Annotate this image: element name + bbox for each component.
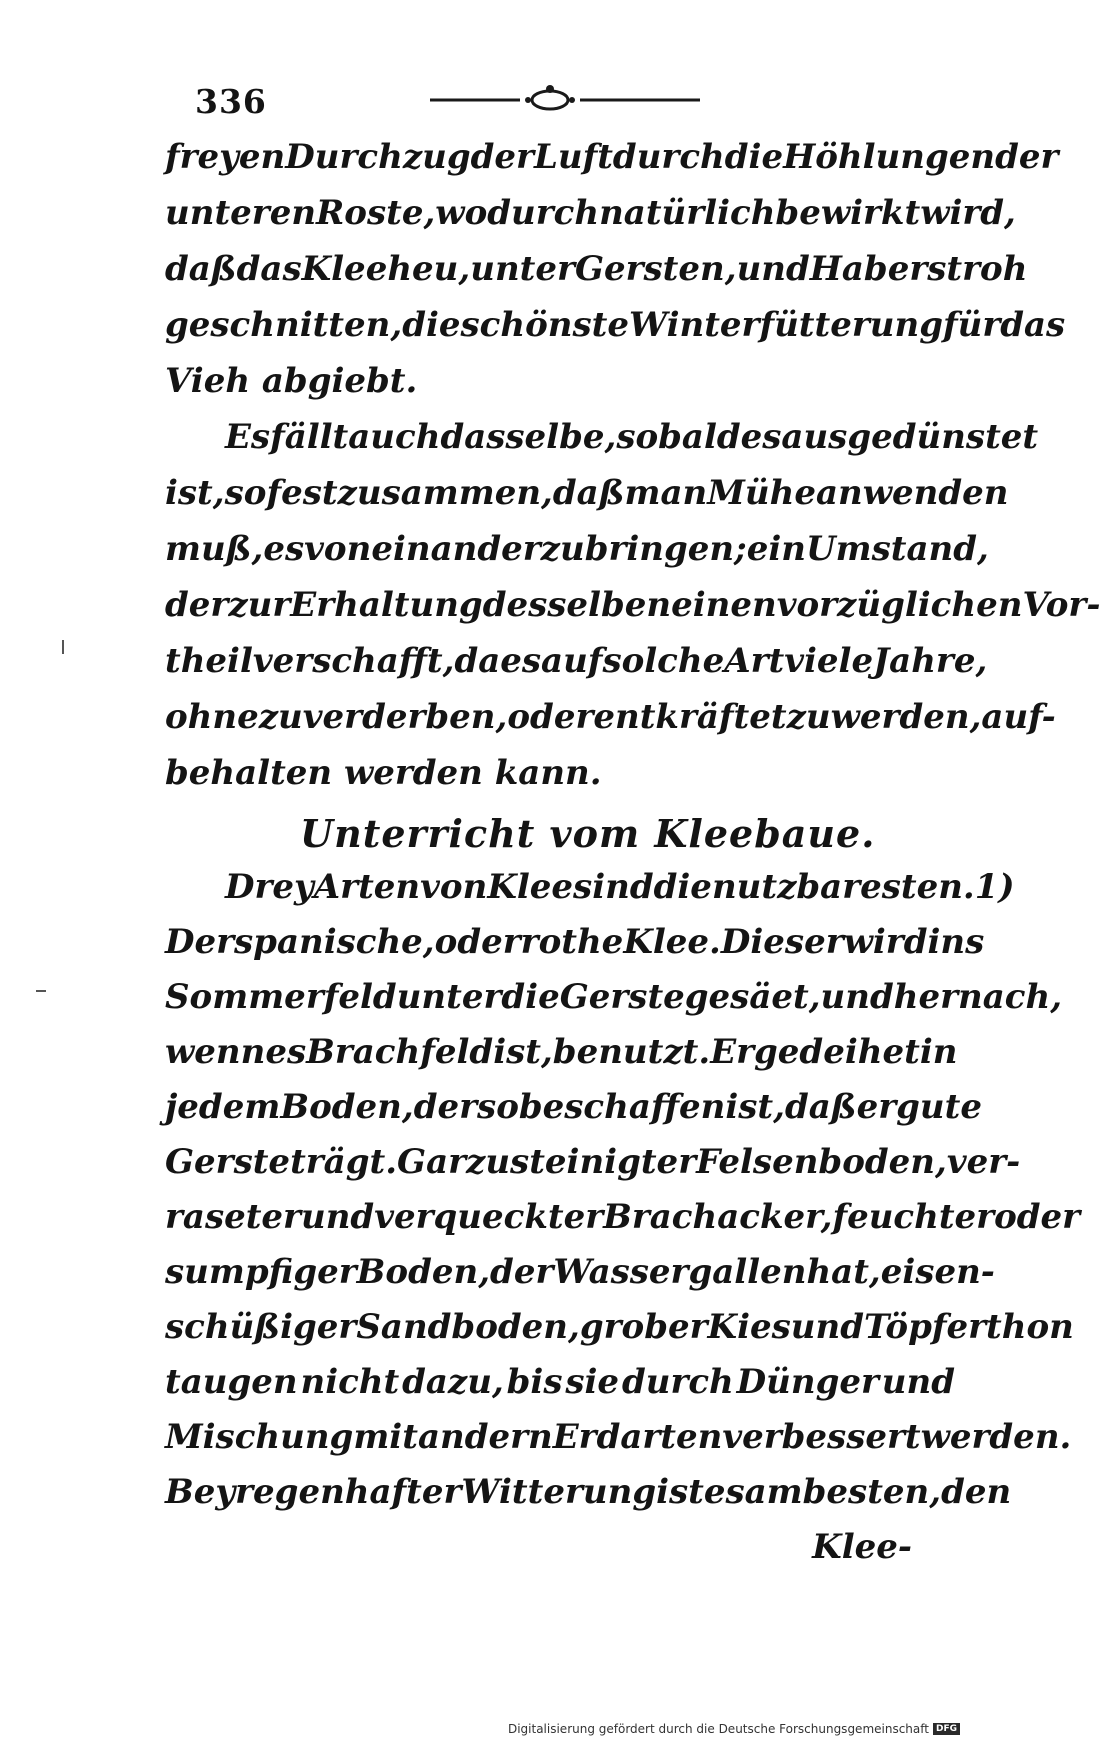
page-number: 336 [195,82,267,121]
text-line: sumpfiger Boden, der Wassergallen hat, eisen- [165,1252,995,1292]
text-line: muß, es von einander zu bringen; ein Umstand, [165,529,989,569]
text-line: Bey regenhafter Witterung ist es am besten, den [165,1472,1012,1512]
section-heading: Unterricht vom Kleebaue. [300,811,876,856]
text-line: Mischung mit andern Erdarten verbessert werden. [165,1417,1072,1457]
text-line: behalten werden kann. [165,753,602,793]
text-line: taugen nicht dazu, bis sie durch Dünger und [165,1362,955,1402]
footer-text: Digitalisierung gefördert durch die Deutsche Forschungsgemeinschaft [507,1722,929,1736]
text-line: ist, so fest zusammen, daß man Mühe anwenden [165,473,1009,513]
text-line: der zur Erhaltung desselben einen vorzüglichen Vor- [165,585,1100,625]
header-ornament [430,82,700,116]
text-line: jedem Boden, der so beschaffen ist, daß er gute [165,1087,982,1127]
dfg-logo: DFG [933,1723,960,1735]
text-line: Es fällt auch dasselbe, sobald es ausgedünstet [225,417,1039,457]
text-line: Sommerfeld unter die Gerste gesäet, und hernach, [165,977,1063,1017]
text-line: Vieh abgiebt. [165,361,418,401]
text-line: geschnitten, die schönste Winterfütterung für das [165,305,1066,345]
margin-mark [62,640,64,654]
catchword: Klee- [812,1527,912,1567]
text-line: Gerste trägt. Gar zu steinigter Felsenboden, ver- [165,1142,1021,1182]
text-line: raseter und verqueckter Brachacker, feuchter oder [165,1197,1081,1237]
text-line: theil verschafft, da es auf solche Art viele Jahre, [165,641,988,681]
text-line: ohne zu verderben, oder entkräftet zu werden, auf- [165,697,1056,737]
text-line: unteren Roste, wodurch natürlich bewirkt wird, [165,193,1016,233]
text-line: freyen Durchzug der Luft durch die Höhlungen der [165,137,1059,177]
text-line: Drey Arten von Klee sind die nutzbaresten. 1) [225,867,1015,907]
text-line: Der spanische, oder rothe Klee. Dieser wird ins [165,922,985,962]
text-line: wenn es Brachfeld ist, benutzt. Er gedeihet in [165,1032,958,1072]
text-line: schüßiger Sandboden, grober Kies und Töpferthon [165,1307,1074,1347]
text-line: daß das Kleeheu, unter Gersten, und Haberstroh [165,249,1028,289]
footer-note [508,1722,960,1736]
margin-mark [36,990,46,992]
